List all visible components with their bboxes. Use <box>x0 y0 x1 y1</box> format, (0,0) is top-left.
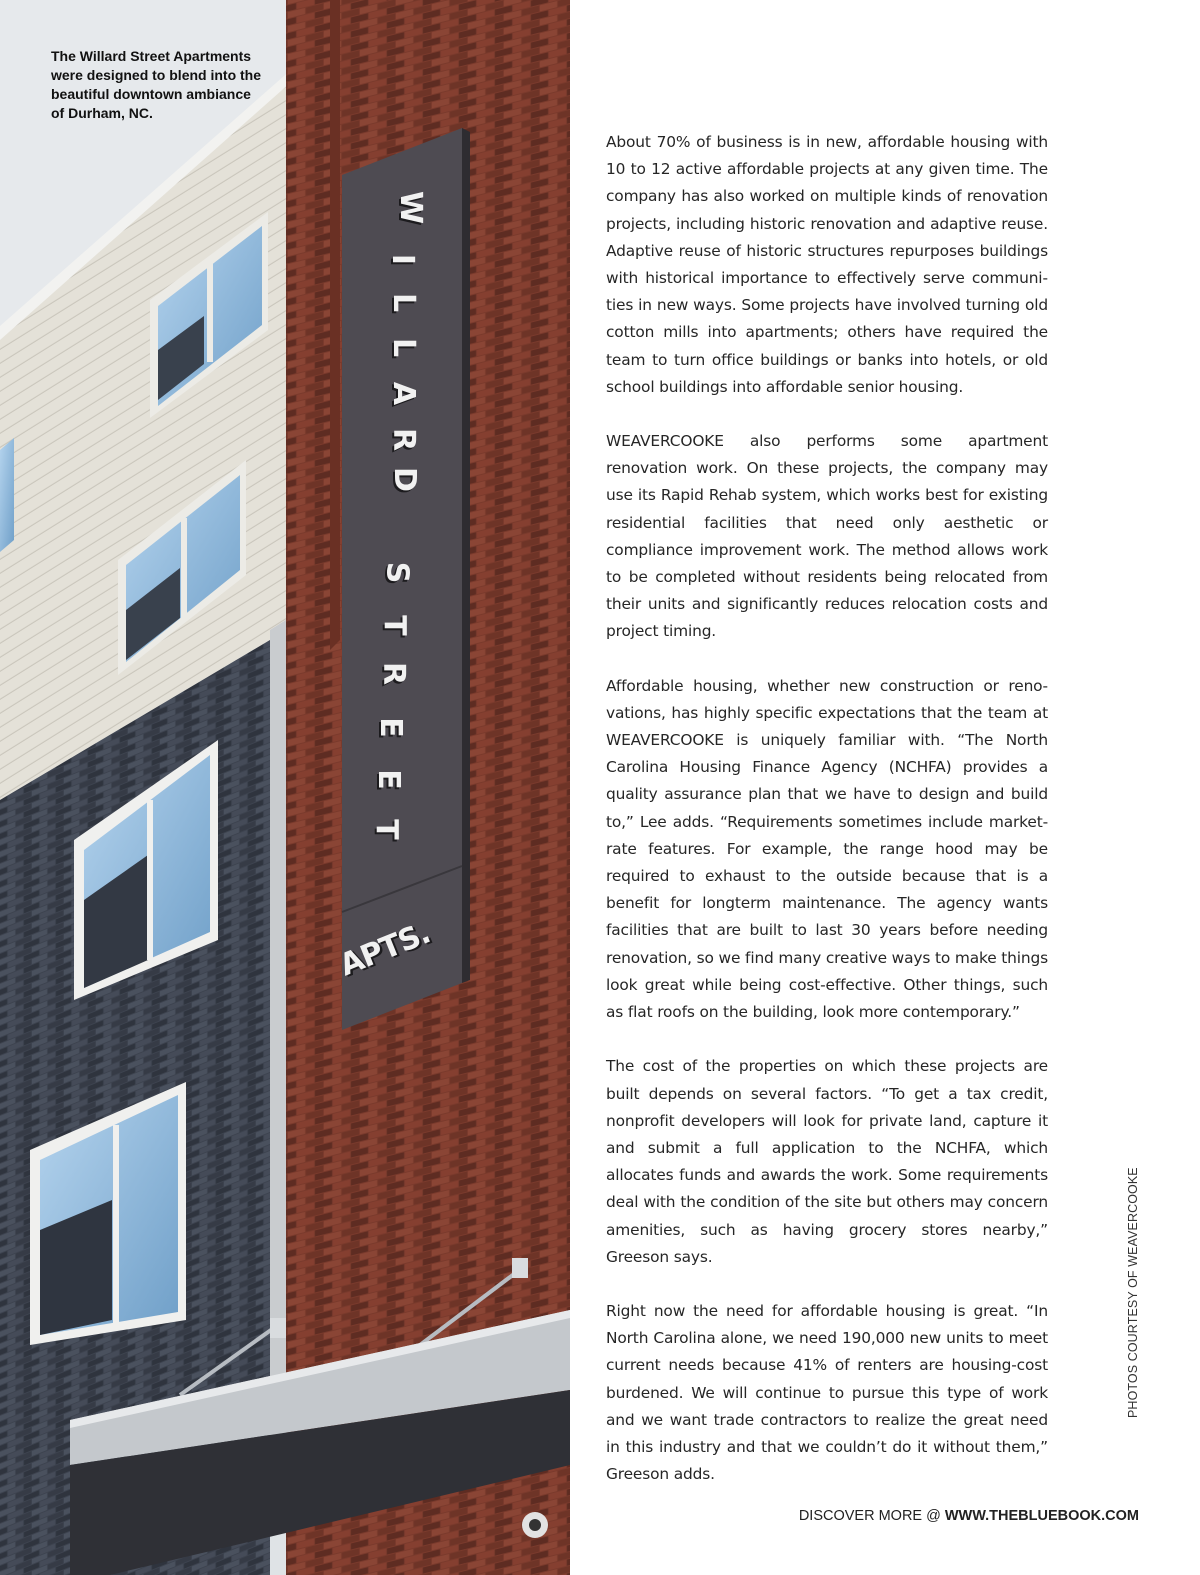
sign-letter: E <box>372 717 408 738</box>
sign-letter: R <box>386 427 422 452</box>
article-paragraph: Affordable housing, whether new construction or renovations, has highly specific expectations that the team at WEAVERCOOKE is uniquely familiar with. “The North Carolina Housing Finance Agency (NCHFA) provides a quality assurance plan that we have to design and build to,” Lee adds. “Requirements sometimes include market-rate features. For example, the range hood may be required to exhaust to the outside because that is a benefit for longterm maintenance. The agency wants facilities that are built to last 30 years before needing renovation, so we find many creative ways to make things look great while being cost-effective. Other things, such as flat roofs on the building, look more contemporary.” <box>606 676 1048 1022</box>
article-paragraph: WEAVERCOOKE also performs some apartment renovation work. On these projects, the company may use its Rapid Rehab system, which works best for existing residential facilities that need only aesthetic or compliance improvement work. The method allows work to be completed without residents being relocated from their units and significantly reduces relocation costs and project timing. <box>606 432 1048 641</box>
sign-apts: APTS. <box>334 915 435 984</box>
sign-letter: T <box>376 615 412 636</box>
sign-letter: L <box>386 292 422 313</box>
building-photo <box>0 0 570 1575</box>
sign-letter: D <box>386 467 422 492</box>
sign-letter: W <box>393 190 429 225</box>
article-paragraph: Right now the need for affordable housing is great. “In North Carolina alone, we need 190,000 new units to meet current needs because 41% of renters are housing-cost burdened. We will continue to pursue this type of work and we want trade contractors to realize the great need in this industry and that we couldn’t do it without them,” Greeson adds. <box>606 1301 1048 1484</box>
footer-prefix: DISCOVER MORE @ <box>798 1508 945 1524</box>
sign-letter: E <box>370 769 406 790</box>
article-paragraph: The cost of the properties on which these projects are built depends on several factors. “To get a tax credit, nonprofit developers will look for private land, capture it and submit a full application to the NCHFA, which allocates funds and awards the work. Some requirements deal with the condition of the site but others may concern amenities, such as having grocery stores nearby,” Greeson says. <box>606 1057 1048 1266</box>
footer-url-link[interactable]: WWW.THEBLUEBOOK.COM <box>944 1508 1139 1524</box>
photo-credit: PHOTOS COURTESY OF WEAVERCOOKE <box>1126 1167 1140 1418</box>
sign-letter: A <box>386 381 422 406</box>
article-body <box>606 129 1048 1515</box>
footer <box>799 1508 1139 1524</box>
sign-letter: I <box>385 253 421 266</box>
sign-letter: S <box>379 561 415 584</box>
article-paragraph: About 70% of business is in new, affordable housing with 10 to 12 active affordable projects at any given time. The company has also worked on multiple kinds of renovation projects, including historic renovation and adaptive reuse. Adaptive reuse of historic structures repurposes buildings with historical importance to effectively serve communities in new ways. Some projects have involved turning old cotton mills into apartments; others have required the team to turn office buildings or banks into hotels, or old school buildings into affordable senior housing. <box>606 133 1048 396</box>
sign-letter: L <box>386 337 422 358</box>
sign-letter: R <box>376 661 412 686</box>
photo-caption: The Willard Street Apartments were designed to blend into the beautiful downtown ambiance of Durham, NC. <box>51 48 262 121</box>
sign-letter: T <box>368 819 404 840</box>
